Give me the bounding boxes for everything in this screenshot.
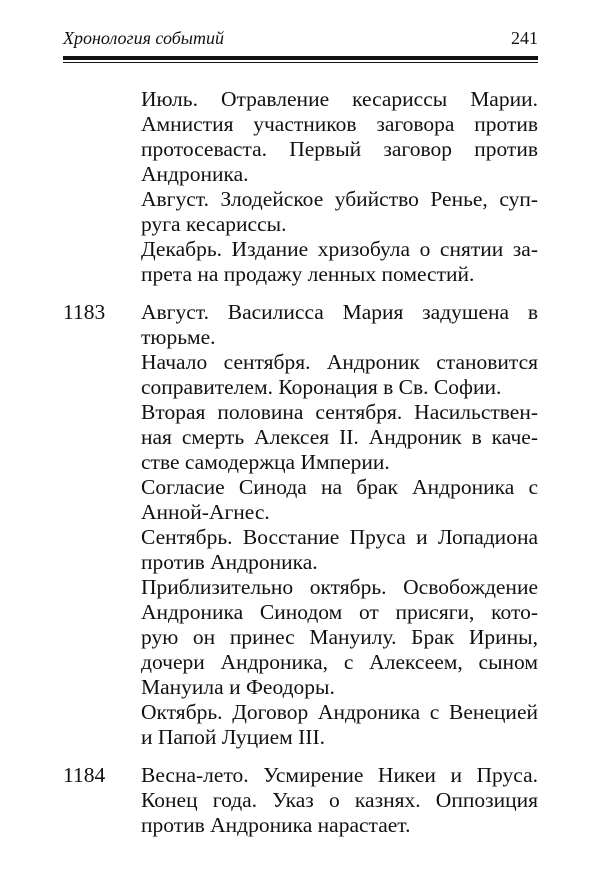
text-line: Андроника Синодом от присяги, кото- <box>141 600 538 624</box>
text-line: Конец года. Указ о казнях. Оппозиция <box>141 788 538 812</box>
text-line: Мануила и Феодоры. <box>141 675 335 699</box>
text-line: Октябрь. Договор Андроника с Венецией <box>141 700 538 724</box>
entry-text <box>141 300 538 750</box>
entry-text <box>141 763 538 838</box>
text-line: руга кесариссы. <box>141 212 287 236</box>
text-line: Начало сентября. Андроник становится <box>141 350 538 374</box>
text-line: Согласие Синода на брак Андроника с <box>141 475 538 499</box>
entry-year: 1183 <box>63 300 106 324</box>
text-line: стве самодержца Империи. <box>141 450 390 474</box>
text-line: Андроника. <box>141 162 249 186</box>
text-line: ная смерть Алексея II. Андроник в каче- <box>141 425 538 449</box>
entry-year: 1184 <box>63 763 106 787</box>
text-line: протосеваста. Первый заговор против <box>141 137 538 161</box>
header-rule-thin <box>63 62 538 63</box>
text-line: Август. Злодейское убийство Ренье, суп- <box>141 187 538 211</box>
entry-text <box>141 87 538 287</box>
text-line: прета на продажу ленных поместий. <box>141 262 475 286</box>
text-line: Июль. Отравление кесариссы Марии. <box>141 87 538 111</box>
text-line: Сентябрь. Восстание Пруса и Лопадиона <box>141 525 538 549</box>
text-line: и Папой Луцием III. <box>141 725 325 749</box>
text-line: тюрьме. <box>141 325 216 349</box>
page-number: 241 <box>511 28 538 48</box>
text-line: Август. Василисса Мария задушена в <box>141 300 538 324</box>
text-line: Анной-Агнес. <box>141 500 270 524</box>
text-line: против Андроника нарастает. <box>141 813 411 837</box>
text-line: Весна-лето. Усмирение Никеи и Пруса. <box>141 763 538 787</box>
text-line: Приблизительно октябрь. Освобождение <box>141 575 538 599</box>
text-line: Декабрь. Издание хризобула о снятии за- <box>141 237 538 261</box>
text-line: соправителем. Коронация в Св. Софии. <box>141 375 502 399</box>
text-line: Амнистия участников заговора против <box>141 112 538 136</box>
text-line: против Андроника. <box>141 550 318 574</box>
text-line: дочери Андроника, с Алексеем, сыном <box>141 650 538 674</box>
text-line: рую он принес Мануилу. Брак Ирины, <box>141 625 538 649</box>
text-line: Вторая половина сентября. Насильствен- <box>141 400 538 424</box>
header-rule-thick <box>63 56 538 60</box>
chapter-title: Хронология событий <box>63 28 224 48</box>
